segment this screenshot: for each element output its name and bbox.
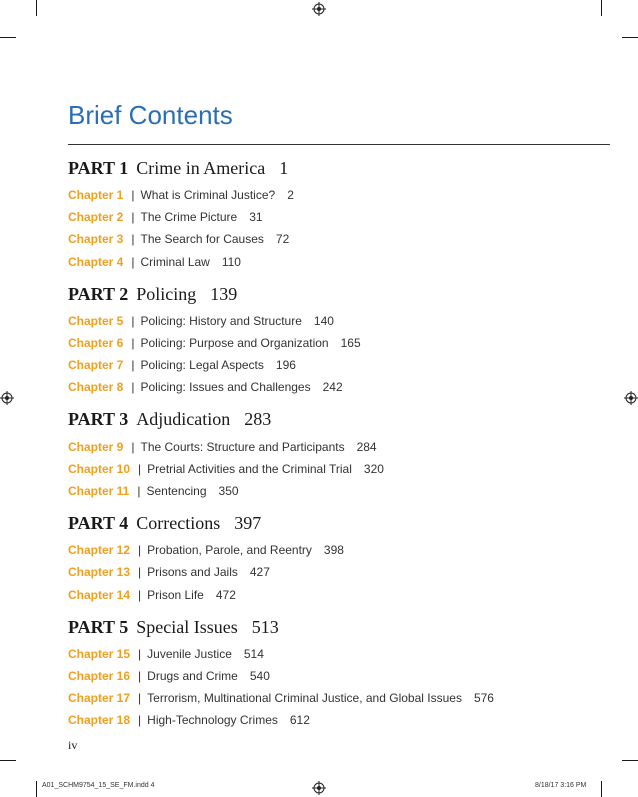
part-title: Crime in America — [136, 158, 266, 178]
part-heading — [68, 511, 261, 535]
chapter-entry[interactable] — [68, 231, 289, 247]
chapter-label: Chapter 16 — [68, 669, 131, 683]
crop-mark — [622, 760, 638, 761]
part-heading — [68, 407, 271, 431]
separator: | — [137, 484, 141, 498]
chapter-title: Terrorism, Multinational Criminal Justice, and Global Issues — [147, 691, 462, 705]
registration-mark-icon — [312, 781, 326, 795]
chapter-label: Chapter 3 — [68, 232, 124, 246]
chapter-entry[interactable] — [68, 379, 343, 395]
chapter-label: Chapter 11 — [68, 484, 130, 498]
chapter-page: 140 — [313, 314, 334, 328]
chapter-title: Probation, Parole, and Reentry — [147, 543, 312, 557]
chapter-label: Chapter 5 — [68, 314, 124, 328]
part-heading — [68, 282, 237, 306]
separator: | — [131, 380, 135, 394]
chapter-label: Chapter 4 — [68, 255, 124, 269]
crop-mark — [601, 0, 602, 16]
chapter-entry[interactable] — [68, 690, 494, 706]
chapter-label: Chapter 9 — [68, 440, 124, 454]
part-page: 397 — [234, 513, 262, 533]
slug-timestamp: 8/18/17 3:16 PM — [535, 782, 587, 789]
separator: | — [131, 188, 135, 202]
chapter-title: Prison Life — [147, 588, 204, 602]
chapter-title: The Crime Picture — [140, 210, 238, 224]
chapter-entry[interactable] — [68, 439, 377, 455]
chapter-title: Criminal Law — [140, 255, 210, 269]
chapter-label: Chapter 13 — [68, 565, 131, 579]
chapter-page: 110 — [221, 255, 241, 269]
chapter-page: 320 — [363, 462, 384, 476]
chapter-label: Chapter 17 — [68, 691, 131, 705]
separator: | — [138, 588, 142, 602]
chapter-title: What is Criminal Justice? — [140, 188, 276, 202]
chapter-entry[interactable] — [68, 187, 294, 203]
crop-mark — [36, 0, 37, 16]
chapter-entry[interactable] — [68, 587, 236, 603]
part-heading — [68, 615, 279, 639]
part-page: 139 — [210, 284, 238, 304]
chapter-page: 576 — [473, 691, 494, 705]
chapter-page: 284 — [356, 440, 377, 454]
chapter-entry[interactable] — [68, 668, 270, 684]
chapter-page: 427 — [249, 565, 270, 579]
separator: | — [138, 669, 142, 683]
chapter-page: 31 — [249, 210, 263, 224]
separator: | — [138, 565, 142, 579]
crop-mark — [601, 781, 602, 797]
chapter-label: Chapter 12 — [68, 543, 131, 557]
separator: | — [131, 358, 135, 372]
chapter-title: Policing: Purpose and Organization — [140, 336, 329, 350]
chapter-title: Juvenile Justice — [147, 647, 232, 661]
chapter-label: Chapter 7 — [68, 358, 124, 372]
chapter-page: 398 — [323, 543, 344, 557]
registration-mark-icon — [0, 391, 14, 405]
page-title: Brief Contents — [68, 100, 233, 130]
slug-file-name: A01_SCHM9754_15_SE_FM.indd 4 — [42, 782, 155, 789]
chapter-title: Policing: History and Structure — [140, 314, 302, 328]
chapter-entry[interactable] — [68, 564, 270, 580]
chapter-entry[interactable] — [68, 357, 296, 373]
chapter-title: High-Technology Crimes — [147, 713, 278, 727]
chapter-label: Chapter 15 — [68, 647, 131, 661]
chapter-page: 72 — [275, 232, 290, 246]
part-label: PART 2 — [68, 284, 129, 304]
separator: | — [138, 691, 142, 705]
chapter-title: The Search for Causes — [140, 232, 264, 246]
page-number: iv — [68, 738, 78, 752]
chapter-page: 165 — [340, 336, 361, 350]
chapter-label: Chapter 6 — [68, 336, 124, 350]
part-title: Special Issues — [136, 617, 238, 637]
separator: | — [138, 462, 142, 476]
separator: | — [138, 713, 142, 727]
separator: | — [131, 314, 135, 328]
chapter-page: 196 — [275, 358, 296, 372]
part-page: 1 — [279, 158, 289, 178]
separator: | — [131, 255, 135, 269]
chapter-page: 472 — [215, 588, 236, 602]
chapter-page: 540 — [249, 669, 270, 683]
registration-mark-icon — [624, 391, 638, 405]
separator: | — [131, 440, 135, 454]
crop-mark — [0, 37, 16, 38]
chapter-title: Sentencing — [146, 484, 207, 498]
part-title: Policing — [136, 284, 197, 304]
chapter-title: The Courts: Structure and Participants — [140, 440, 345, 454]
chapter-entry[interactable] — [68, 335, 361, 351]
chapter-entry[interactable] — [68, 313, 334, 329]
chapter-entry[interactable] — [68, 254, 241, 270]
part-label: PART 5 — [68, 617, 129, 637]
chapter-label: Chapter 14 — [68, 588, 131, 602]
chapter-title: Pretrial Activities and the Criminal Trial — [147, 462, 352, 476]
part-label: PART 1 — [68, 158, 129, 178]
chapter-label: Chapter 10 — [68, 462, 131, 476]
separator: | — [131, 232, 135, 246]
part-title: Adjudication — [136, 409, 231, 429]
separator: | — [131, 336, 135, 350]
part-title: Corrections — [136, 513, 221, 533]
chapter-title: Prisons and Jails — [147, 565, 238, 579]
chapter-page: 2 — [287, 188, 294, 202]
separator: | — [138, 647, 142, 661]
crop-mark — [36, 781, 37, 797]
part-label: PART 4 — [68, 513, 129, 533]
chapter-page: 612 — [289, 713, 310, 727]
crop-mark — [622, 37, 638, 38]
chapter-entry[interactable] — [68, 712, 310, 728]
chapter-entry[interactable] — [68, 209, 263, 225]
chapter-title: Policing: Issues and Challenges — [140, 380, 311, 394]
chapter-page: 242 — [322, 380, 343, 394]
chapter-label: Chapter 2 — [68, 210, 124, 224]
part-page: 283 — [244, 409, 272, 429]
chapter-entry[interactable] — [68, 542, 344, 558]
chapter-entry[interactable] — [68, 461, 384, 477]
part-label: PART 3 — [68, 409, 129, 429]
chapter-label: Chapter 18 — [68, 713, 131, 727]
separator: | — [131, 210, 135, 224]
chapter-title: Drugs and Crime — [147, 669, 238, 683]
registration-mark-icon — [312, 2, 326, 16]
chapter-page: 514 — [243, 647, 264, 661]
part-page: 513 — [251, 617, 279, 637]
chapter-title: Policing: Legal Aspects — [140, 358, 264, 372]
chapter-entry[interactable] — [68, 646, 264, 662]
crop-mark — [0, 760, 16, 761]
separator: | — [138, 543, 142, 557]
chapter-label: Chapter 8 — [68, 380, 124, 394]
chapter-entry[interactable] — [68, 483, 239, 499]
chapter-page: 350 — [218, 484, 239, 498]
part-heading — [68, 156, 288, 180]
title-rule — [68, 144, 610, 145]
chapter-label: Chapter 1 — [68, 188, 124, 202]
